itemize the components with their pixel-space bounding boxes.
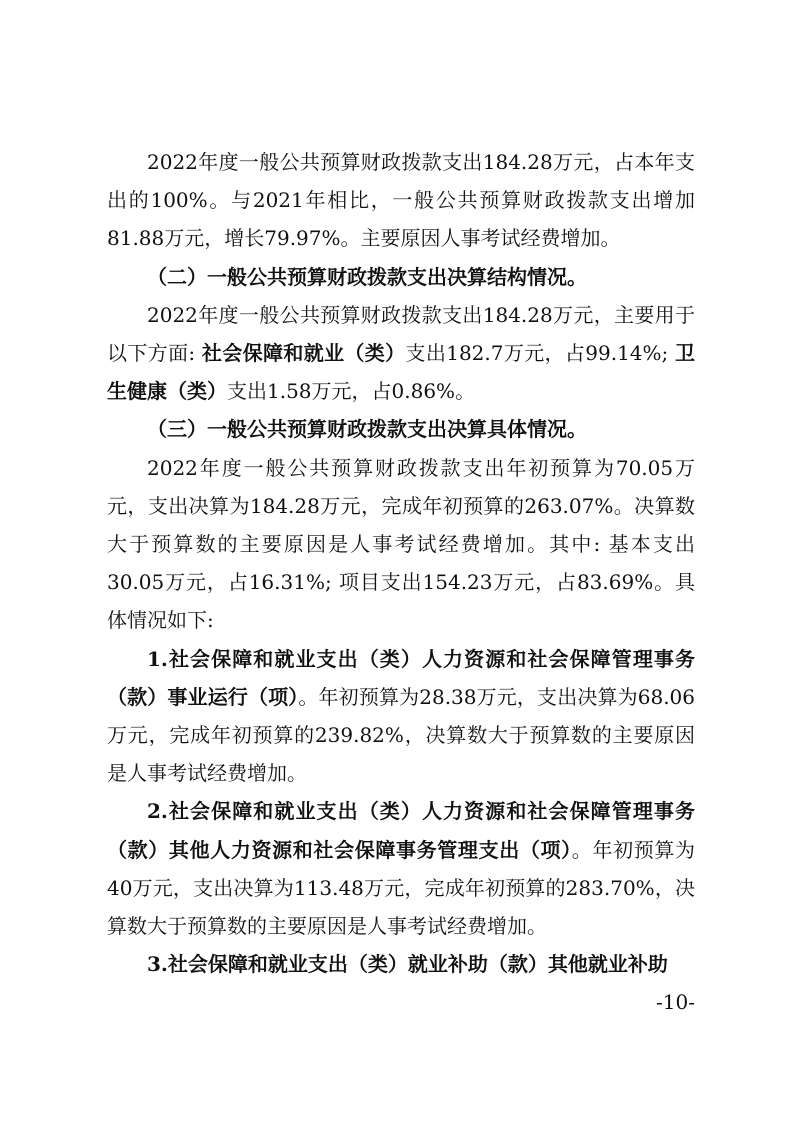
health-amount: 支出1.58万元，占0.86%。 (227, 379, 476, 404)
heading-text: （二）一般公共预算财政拨款支出决算结构情况。 (147, 264, 587, 289)
item-2-text: 。年初预算为40万元，支出决算为113.48万元，完成年初预算的283.70%，决算数大于预算数的主要原因是人事考试经费增加。 (107, 837, 696, 939)
item-3 (107, 945, 695, 983)
paragraph-expenditure-structure (107, 296, 695, 411)
category-health: 卫生健康（类） (107, 341, 695, 404)
item-1-title: 1.社会保障和就业支出（类）人力资源和社会保障管理事务（款）事业运行（项） (107, 646, 695, 709)
section-heading-structure (107, 258, 695, 296)
item-1-text: 。年初预算为28.38万元，支出决算为68.06万元，完成年初预算的239.82%，决算数大于预算数的主要原因是人事考试经费增加。 (107, 684, 696, 786)
item-3-title: 3.社会保障和就业支出（类）就业补助（款）其他就业补助 (147, 952, 668, 977)
heading-text: （三）一般公共预算财政拨款支出决算具体情况。 (147, 417, 587, 442)
item-2 (107, 792, 695, 945)
item-2-title: 2.社会保障和就业支出（类）人力资源和社会保障管理事务（款）其他人力资源和社会保障事务管理支出（项） (107, 799, 695, 862)
social-security-amount: 支出182.7万元，占99.14%; (405, 341, 675, 366)
document-body (107, 143, 695, 983)
section-heading-details (107, 410, 695, 448)
category-social-security: 社会保障和就业（类） (201, 341, 406, 366)
paragraph-expenditure-overview: 2022年度一般公共预算财政拨款支出184.28万元，占本年支出的100%。与2021年相比，一般公共预算财政拨款支出增加81.88万元，增长79.97%。主要原因人事考试经费增加。 (107, 150, 695, 251)
page-number: -10- (656, 990, 695, 1014)
structure-intro: 2022年度一般公共预算财政拨款支出184.28万元，主要用于以下方面: (107, 302, 695, 366)
item-1 (107, 640, 695, 793)
paragraph-expenditure-details: 2022年度一般公共预算财政拨款支出年初预算为70.05万元，支出决算为184.28万元，完成年初预算的263.07%。决算数大于预算数的主要原因是人事考试经费增加。其中: 基本支出30.05万元，占16.31%; 项目支出154.23万元，占83.69%。具体情况如下: (107, 455, 695, 633)
